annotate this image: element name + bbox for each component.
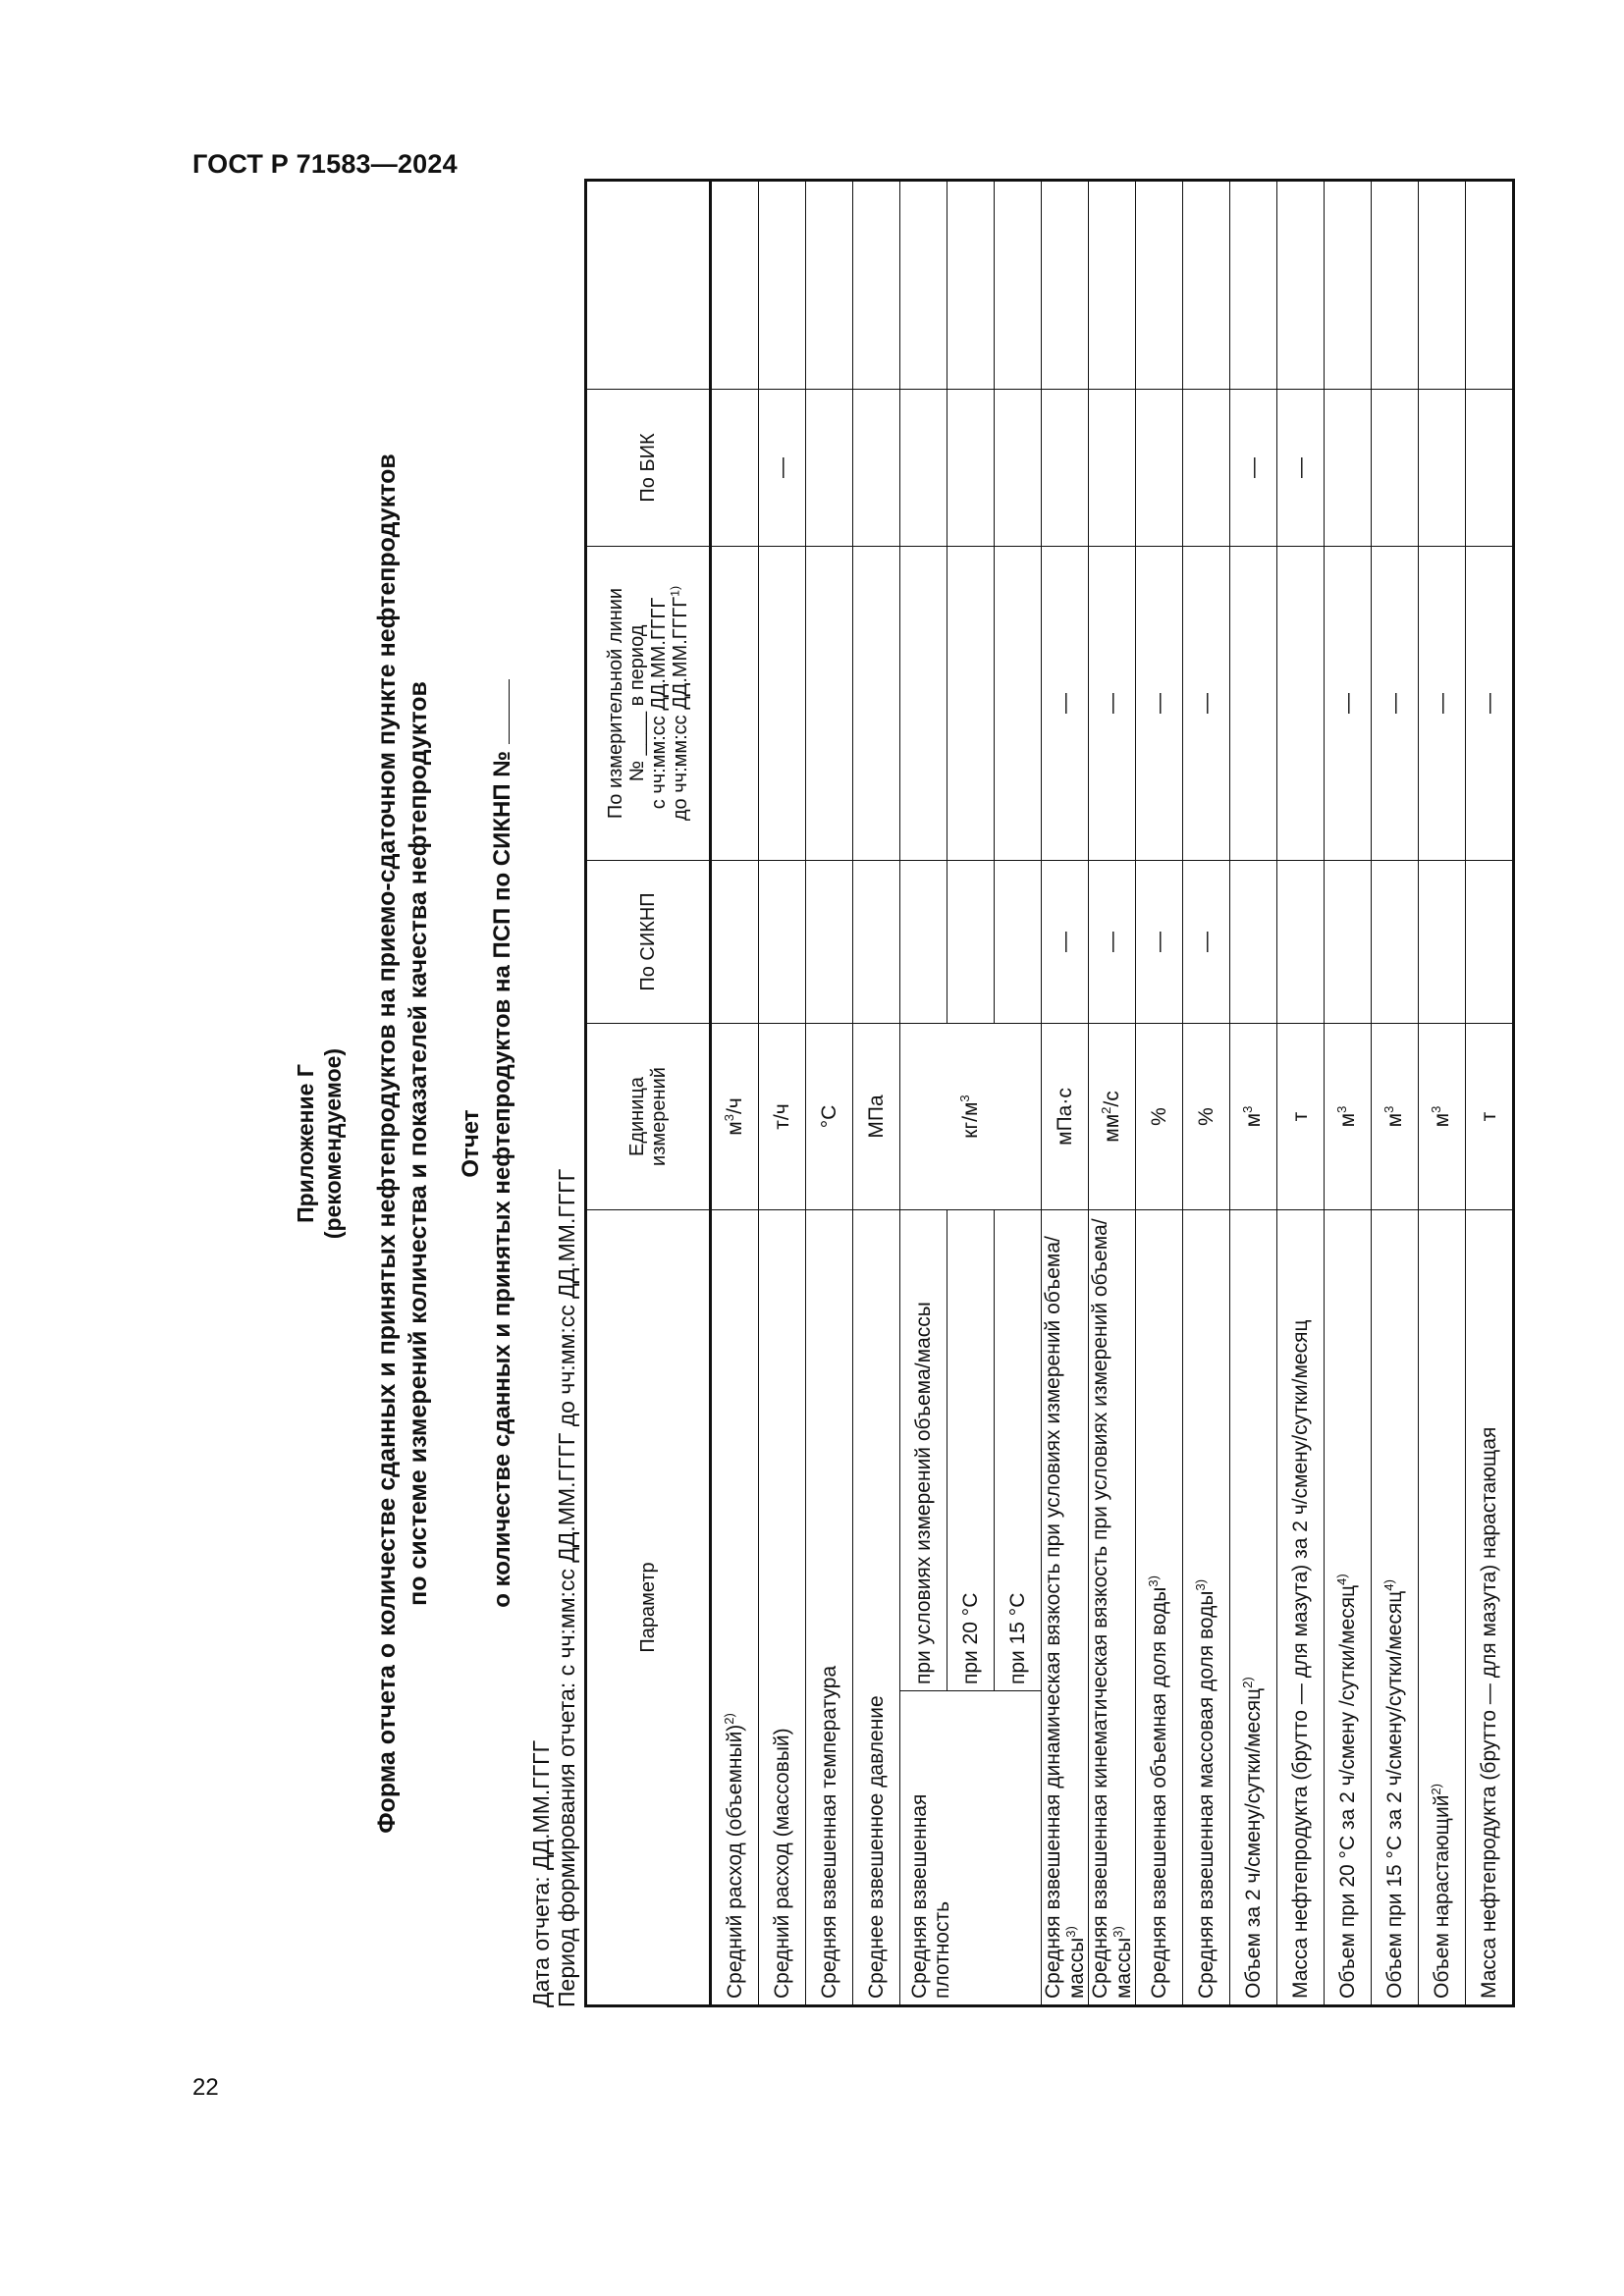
form-title-line-2: по системе измерений количества и показателей качества нефтепродуктов <box>405 681 432 1606</box>
param-text: Объем при 20 °С за 2 ч/смену /сутки/месяц <box>1335 1584 1359 1999</box>
bik-cell: — <box>1230 390 1277 547</box>
header-line-2: № ____ в период <box>626 624 648 782</box>
siknp-cell <box>1372 861 1419 1024</box>
bik-cell <box>806 390 853 547</box>
line-cell: — <box>1419 547 1466 861</box>
header-by-siknp: По СИКНП <box>586 861 711 1024</box>
extra-cell <box>853 181 900 390</box>
extra-cell <box>1466 181 1514 390</box>
table-row <box>1372 181 1419 2006</box>
line-cell <box>711 547 759 861</box>
param-name: Средняя взвешенная температура <box>806 1210 853 2006</box>
unit-cell <box>1372 1024 1419 1210</box>
unit-text: мм <box>1100 1113 1123 1143</box>
table-row <box>1042 181 1089 2006</box>
unit-cell: % <box>1183 1024 1230 1210</box>
bik-cell <box>711 390 759 547</box>
bik-cell <box>900 390 947 547</box>
bik-cell <box>1042 390 1089 547</box>
table-row <box>1277 181 1325 2006</box>
table-row <box>853 181 900 2006</box>
extra-cell <box>1183 181 1230 390</box>
unit-cell <box>1325 1024 1372 1210</box>
unit-cell: °С <box>806 1024 853 1210</box>
line-cell: — <box>1466 547 1514 861</box>
param-text: Средний расход (объемный) <box>723 1724 746 1999</box>
appendix-note: (рекомендуемое) <box>320 1047 346 1240</box>
siknp-cell: — <box>1136 861 1183 1024</box>
page-number: 22 <box>192 2074 219 2101</box>
param-name <box>1419 1210 1466 2006</box>
bik-cell: — <box>1277 390 1325 547</box>
document-header: ГОСТ Р 71583—2024 <box>192 149 458 179</box>
report-subtitle <box>485 221 516 2066</box>
header-parameter: Параметр <box>586 1210 711 2006</box>
siknp-cell <box>1277 861 1325 1024</box>
table-row <box>711 181 759 2006</box>
extra-cell <box>947 181 995 390</box>
header-by-bik: По БИК <box>586 390 711 547</box>
header-line-3: с чч:мм:сс ДД.ММ.ГГГГ <box>648 597 670 810</box>
param-name <box>711 1210 759 2006</box>
line-cell <box>853 547 900 861</box>
extra-cell <box>711 181 759 390</box>
param-text: Средняя взвешенная динамическая вязкость при условиях измерений объема/массы <box>1042 1236 1088 1999</box>
extra-cell <box>1277 181 1325 390</box>
unit-text: м <box>1382 1112 1406 1128</box>
footnote-ref: 2) <box>721 1713 736 1725</box>
table-row <box>1419 181 1466 2006</box>
unit-cell <box>1230 1024 1277 1210</box>
table-row <box>1183 181 1230 2006</box>
extra-cell <box>1325 181 1372 390</box>
bik-cell <box>853 390 900 547</box>
unit-sup: 3 <box>1428 1105 1443 1113</box>
param-name <box>1372 1210 1419 2006</box>
line-cell: — <box>1183 547 1230 861</box>
header-line-footnote: 1) <box>668 585 682 597</box>
bik-cell <box>1466 390 1514 547</box>
param-name <box>1325 1210 1372 2006</box>
footnote-ref: 3) <box>1062 1926 1078 1938</box>
line-cell: — <box>1325 547 1372 861</box>
line-cell: — <box>1042 547 1089 861</box>
line-cell <box>759 547 806 861</box>
siknp-cell <box>806 861 853 1024</box>
bik-cell <box>1183 390 1230 547</box>
param-name: Масса нефтепродукта (брутто — для мазута) нарастающая <box>1466 1210 1514 2006</box>
line-cell <box>806 547 853 861</box>
footnote-ref: 2) <box>1428 1783 1443 1795</box>
unit-cell: мПа·с <box>1042 1024 1089 1210</box>
unit-sup: 3 <box>1380 1105 1396 1113</box>
table-row <box>900 181 947 2006</box>
unit-cell: т <box>1277 1024 1325 1210</box>
header-by-measuring-line <box>586 547 711 861</box>
header-line-1: По измерительной линии <box>605 587 626 820</box>
unit-cell: МПа <box>853 1024 900 1210</box>
unit-sup: 3 <box>721 1114 736 1122</box>
unit-tail: /ч <box>723 1097 746 1115</box>
report-date: Дата отчета: ДД.ММ.ГГГГ <box>528 1739 554 2007</box>
report-number-blank <box>485 679 510 744</box>
unit-cell <box>900 1024 1042 1210</box>
header-line-4: до чч:мм:сс ДД.ММ.ГГГГ <box>670 596 691 822</box>
table-row <box>1089 181 1136 2006</box>
extra-cell <box>806 181 853 390</box>
report-table <box>584 179 1515 2007</box>
param-name <box>1136 1210 1183 2006</box>
extra-cell <box>1042 181 1089 390</box>
bik-cell <box>947 390 995 547</box>
line-cell: — <box>1089 547 1136 861</box>
bik-cell <box>995 390 1042 547</box>
header-unit-line-1: Единица <box>626 1077 648 1156</box>
param-name: Среднее взвешенное давление <box>853 1210 900 2006</box>
line-cell <box>1277 547 1325 861</box>
unit-text: м <box>1335 1112 1359 1128</box>
siknp-cell <box>711 861 759 1024</box>
bik-cell <box>1419 390 1466 547</box>
unit-cell <box>711 1024 759 1210</box>
param-name <box>1230 1210 1277 2006</box>
header-unit-line-2: измерений <box>648 1067 670 1166</box>
extra-cell <box>759 181 806 390</box>
siknp-cell <box>1419 861 1466 1024</box>
unit-cell <box>1419 1024 1466 1210</box>
appendix-title: Приложение Г <box>293 1064 318 1223</box>
table-row <box>1325 181 1372 2006</box>
unit-cell: т/ч <box>759 1024 806 1210</box>
param-name <box>1042 1210 1089 2006</box>
param-sub: при условиях измерений объема/массы <box>900 1210 947 1691</box>
unit-text: м <box>1241 1112 1265 1128</box>
line-cell <box>900 547 947 861</box>
form-title-line-1: Форма отчета о количестве сданных и принятых нефтепродуктов на приемо-сдаточном пункте нефтепродуктов <box>373 454 401 1834</box>
footnote-ref: 4) <box>1380 1579 1396 1591</box>
unit-sup: 2 <box>1098 1106 1113 1114</box>
param-text: Средняя взвешенная объемная доля воды <box>1147 1586 1170 1999</box>
siknp-cell: — <box>1089 861 1136 1024</box>
line-cell <box>995 547 1042 861</box>
extra-cell <box>995 181 1042 390</box>
siknp-cell <box>853 861 900 1024</box>
param-sub: при 15 °С <box>995 1210 1042 1691</box>
footnote-ref: 3) <box>1192 1578 1208 1591</box>
unit-text: кг/м <box>958 1101 982 1139</box>
bik-cell <box>1089 390 1136 547</box>
bik-cell <box>1325 390 1372 547</box>
param-text: Средняя взвешенная кинематическая вязкость при условиях измерений объема/массы <box>1089 1218 1135 1999</box>
siknp-cell: — <box>1183 861 1230 1024</box>
siknp-cell <box>995 861 1042 1024</box>
param-sub: при 20 °С <box>947 1210 995 1691</box>
siknp-cell <box>1466 861 1514 1024</box>
bik-cell: — <box>759 390 806 547</box>
table-row <box>1136 181 1183 2006</box>
param-text: Объем за 2 ч/смену/сутки/месяц <box>1241 1687 1265 1999</box>
siknp-cell <box>1230 861 1277 1024</box>
extra-cell <box>1230 181 1277 390</box>
siknp-cell <box>1325 861 1372 1024</box>
footnote-ref: 3) <box>1110 1926 1125 1938</box>
table-row <box>1466 181 1514 2006</box>
extra-cell <box>1136 181 1183 390</box>
header-empty <box>586 181 711 390</box>
unit-sup: 3 <box>1239 1105 1255 1113</box>
report-subtitle-text: о количестве сданных и принятых нефтепродуктов на ПСП по СИКНП № <box>489 750 515 1608</box>
bik-cell <box>1136 390 1183 547</box>
param-name: Средний расход (массовый) <box>759 1210 806 2006</box>
extra-cell <box>1372 181 1419 390</box>
siknp-cell <box>900 861 947 1024</box>
extra-cell <box>900 181 947 390</box>
siknp-cell: — <box>1042 861 1089 1024</box>
siknp-cell <box>947 861 995 1024</box>
unit-text: м <box>723 1121 746 1136</box>
unit-sup: 3 <box>1333 1105 1349 1113</box>
extra-cell <box>1089 181 1136 390</box>
param-text: Объем нарастающий <box>1430 1794 1453 1999</box>
line-cell: — <box>1136 547 1183 861</box>
rotated-landscape-content <box>275 221 1500 2066</box>
param-name <box>1089 1210 1136 2006</box>
bik-cell <box>1372 390 1419 547</box>
unit-cell <box>1089 1024 1136 1210</box>
table-row <box>806 181 853 2006</box>
line-cell: — <box>1372 547 1419 861</box>
report-period: Период формирования отчета: с чч:мм:сс ДД.ММ.ГГГГ до чч:мм:сс ДД.ММ.ГГГГ <box>554 1168 579 2007</box>
line-cell <box>1230 547 1277 861</box>
header-unit <box>586 1024 711 1210</box>
footnote-ref: 2) <box>1239 1677 1255 1688</box>
unit-cell: т <box>1466 1024 1514 1210</box>
report-title: Отчет <box>458 1109 484 1178</box>
param-name: Масса нефтепродукта (брутто — для мазута) за 2 ч/смену/сутки/месяц <box>1277 1210 1325 2006</box>
unit-cell: % <box>1136 1024 1183 1210</box>
unit-tail: /с <box>1100 1091 1123 1107</box>
param-name: Средняя взвешенная плотность <box>900 1691 1042 2006</box>
footnote-ref: 3) <box>1145 1575 1161 1587</box>
param-text: Объем при 15 °С за 2 ч/смену/сутки/месяц <box>1382 1590 1406 1999</box>
table-header-row <box>586 181 711 2006</box>
param-text: Средняя взвешенная массовая доля воды <box>1194 1590 1218 1999</box>
table-row <box>1230 181 1277 2006</box>
param-name <box>1183 1210 1230 2006</box>
unit-text: м <box>1430 1112 1453 1128</box>
unit-sup: 3 <box>956 1095 972 1102</box>
table-row <box>759 181 806 2006</box>
extra-cell <box>1419 181 1466 390</box>
siknp-cell <box>759 861 806 1024</box>
footnote-ref: 4) <box>1333 1574 1349 1585</box>
line-cell <box>947 547 995 861</box>
